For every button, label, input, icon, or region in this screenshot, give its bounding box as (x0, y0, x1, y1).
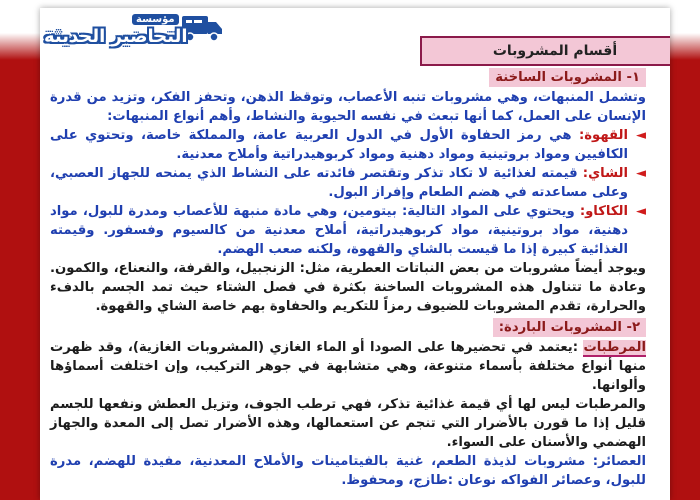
paragraph: والمرطبات ليس لها أي قيمة غذائية تذكر، فهي ترطب الجوف، وتزيل العطش ونفعها للجسم قليل إذا ما قورن بالأضرار التي تنجم عن استعمالها، وهذه الأضرار تصل إلى المعدة والجهاز الهضمي والأسنان على السواء. (50, 397, 646, 450)
brand-logo (40, 8, 230, 52)
item-text: هي رمز الحفاوة الأول في الدول العربية عامة، والمملكة خاصة، وتحتوي على الكافيين ومواد بروتينية ومواد دهنية ومواد كربوهيدراتية وأملاح معدنية. (50, 128, 628, 162)
paragraph-text: :يعتمد في تحضيرها على الصودا أو الماء الغازي (المشروبات الغازية)، وقد ظهرت منها أنواع مختلفة بأسماء متنوعة، وهي متشابهة في جوهر التركيب، وإن اختلفت أسماؤها وألوانها. (50, 340, 646, 393)
document-body (50, 64, 646, 490)
list-item (50, 164, 646, 202)
section-intro: وتشمل المنبهات، وهي مشروبات تنبه الأعصاب، وتوقظ الذهن، وتحفز الفكر، وتزيد من قدرة الإنسان على العمل، كما أنها تبعث في نفسه الحيوية والنشاط، وأهم أنواع المنبهات: (50, 90, 646, 124)
item-text: قيمته لغذائية لا تكاد تذكر وتقتصر فائدته على النشاط الذي يمنحه للجهاز العصبي، وعلى مساعدته في هضم الطعام وإفراز البول. (50, 166, 628, 200)
list-item (50, 202, 646, 259)
arrow-bullet-icon: ◄ (636, 166, 646, 181)
page-title: أقسام المشروبات (420, 36, 670, 66)
section-heading-hot: ١- المشروبات الساخنة (489, 68, 646, 87)
section-heading-cold: ٢- المشروبات الباردة: (493, 318, 646, 337)
arrow-bullet-icon: ◄ (636, 204, 646, 219)
item-term: الكاكاو: (579, 204, 628, 219)
logo-name: التحاضير الحديثة (44, 26, 188, 47)
paragraph: ويوجد أيضاً مشروبات من بعض النباتات العطرية، مثل: الزنجبيل، والقرفة، والنعناع، والكمون. وعادة ما تتناول هذه المشروبات الساخنة بكثرة في فصل الشتاء حيث تمد الجسم بالدفء والحرارة، تقدم المشروبات للضيوف رمزاً للتكريم والحفاوة بهم خاصة الشاي والقهوة. (50, 261, 646, 314)
list-item (50, 126, 646, 164)
item-term: الشاي: (582, 166, 629, 181)
paragraph: العصائر: مشروبات لذيذة الطعم، غنية بالفيتامينات والأملاح المعدنية، مفيدة للهضم، مدرة للبول، وعصائر الفواكه نوعان :طازج، ومحفوظ. (50, 454, 646, 488)
logo-subtitle: مؤسسة (132, 14, 179, 25)
paragraph (50, 338, 646, 395)
arrow-bullet-icon: ◄ (636, 128, 646, 143)
term-soft-drinks: المرطبات (583, 340, 646, 355)
item-term: القهوة: (579, 128, 628, 143)
item-text: ويحتوي على المواد التالية: بيتومين، وهي مادة منبهة للأعصاب ومدرة للبول، مواد دهنية، مواد بروتينية، مواد كربوهيدراتية، أملاح معدنية من كالسيوم وفسفور. وقيمته الغذائية كبيرة إذا ما قيست بالشاي والقهوة، ولكنه صعب الهضم. (50, 204, 628, 257)
